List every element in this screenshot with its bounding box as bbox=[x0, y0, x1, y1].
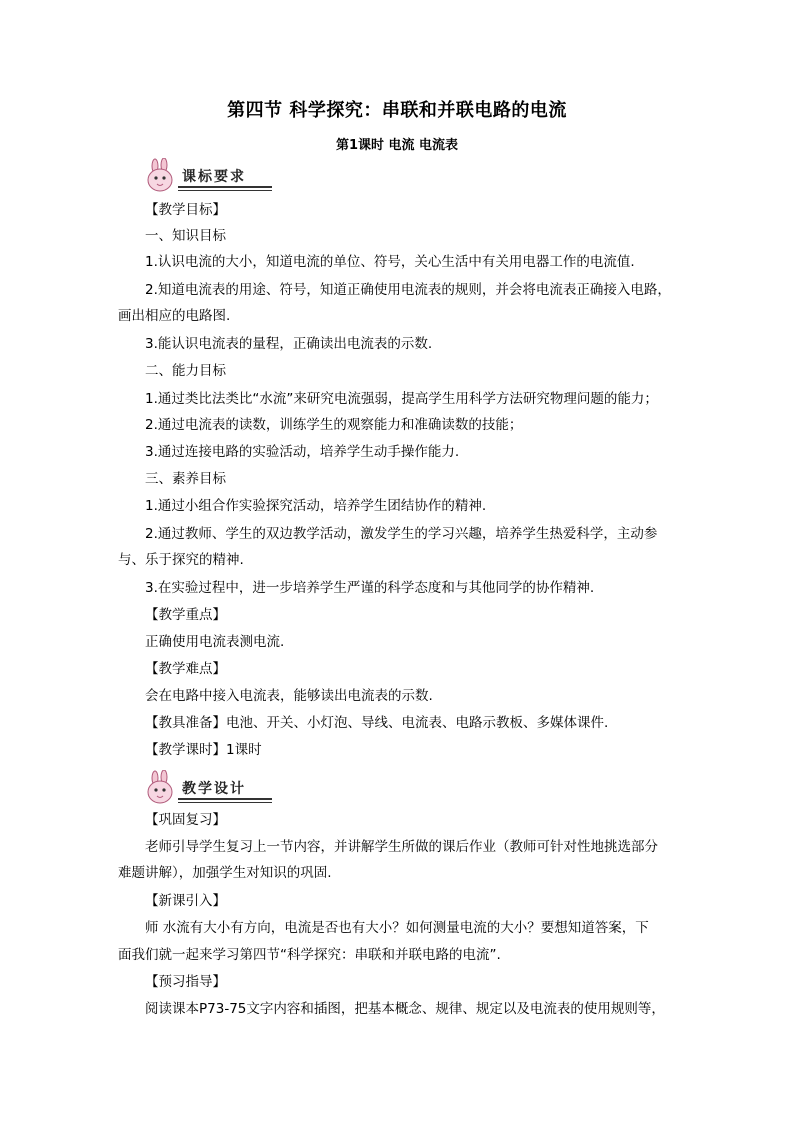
banner-underline-thin bbox=[178, 190, 272, 191]
paragraph-class-hours: 【教学课时】1课时 bbox=[145, 742, 262, 758]
heading-teaching-goals: 【教学目标】 bbox=[145, 202, 226, 218]
paragraph-line: 1.通过小组合作实验探究活动，培养学生团结协作的精神. bbox=[145, 498, 487, 514]
section-banner-standards bbox=[142, 158, 272, 194]
paragraph-line: 2.通过电流表的读数，训练学生的观察能力和准确读数的技能； bbox=[145, 417, 523, 433]
paragraph-line: 1.通过类比法类比“水流”来研究电流强弱，提高学生用科学方法研究物理问题的能力； bbox=[145, 391, 658, 407]
heading-review: 【巩固复习】 bbox=[145, 812, 226, 828]
rabbit-mascot-icon bbox=[142, 158, 186, 194]
paragraph-line: 3.在实验过程中，进一步培养学生严谨的科学态度和与其他同学的协作精神. bbox=[145, 580, 595, 596]
heading-knowledge-goals: 一、知识目标 bbox=[145, 228, 226, 244]
paragraph-line: 师 水流有大小有方向，电流是否也有大小？如何测量电流的大小？要想知道答案，下 bbox=[145, 920, 649, 936]
paragraph-materials: 【教具准备】电池、开关、小灯泡、导线、电流表、电路示教板、多媒体课件. bbox=[145, 715, 609, 731]
paragraph-line: 3.通过连接电路的实验活动，培养学生动手操作能力. bbox=[145, 444, 460, 460]
banner-label: 课标要求 bbox=[182, 169, 246, 185]
paragraph-line: 与、乐于探究的精神. bbox=[118, 552, 244, 568]
banner-underline-thin bbox=[178, 802, 272, 803]
banner-underline bbox=[178, 798, 272, 800]
paragraph-line: 2.知道电流表的用途、符号，知道正确使用电流表的规则，并会将电流表正确接入电路， bbox=[145, 282, 671, 298]
page-subtitle: 第1课时 电流 电流表 bbox=[335, 138, 459, 153]
banner-label: 教学设计 bbox=[182, 781, 246, 797]
page-title: 第四节 科学探究：串联和并联电路的电流 bbox=[227, 100, 567, 121]
paragraph-line: 阅读课本P73-75文字内容和插图，把基本概念、规律、规定以及电流表的使用规则等， bbox=[145, 1001, 665, 1017]
paragraph-line: 会在电路中接入电流表，能够读出电流表的示数. bbox=[145, 688, 433, 704]
paragraph-line: 2.通过教师、学生的双边教学活动，激发学生的学习兴趣，培养学生热爱科学，主动参 bbox=[145, 526, 658, 542]
paragraph-line: 画出相应的电路图. bbox=[118, 308, 231, 324]
section-banner-design bbox=[142, 770, 272, 806]
banner-underline bbox=[178, 186, 272, 188]
heading-key-points: 【教学重点】 bbox=[145, 607, 226, 623]
heading-preview-guide: 【预习指导】 bbox=[145, 974, 226, 990]
heading-new-lesson: 【新课引入】 bbox=[145, 893, 226, 909]
paragraph-line: 1.认识电流的大小，知道电流的单位、符号，关心生活中有关用电器工作的电流值. bbox=[145, 254, 635, 270]
paragraph-line: 老师引导学生复习上一节内容，并讲解学生所做的课后作业（教师可针对性地挑选部分 bbox=[145, 839, 658, 855]
heading-ability-goals: 二、能力目标 bbox=[145, 363, 226, 379]
paragraph-line: 难题讲解），加强学生对知识的巩固. bbox=[118, 865, 332, 881]
heading-literacy-goals: 三、素养目标 bbox=[145, 471, 226, 487]
rabbit-mascot-icon bbox=[142, 770, 186, 806]
paragraph-line: 面我们就一起来学习第四节“科学探究：串联和并联电路的电流”. bbox=[118, 947, 501, 963]
paragraph-line: 3.能认识电流表的量程，正确读出电流表的示数. bbox=[145, 336, 433, 352]
paragraph-line: 正确使用电流表测电流. bbox=[145, 634, 285, 650]
heading-difficulties: 【教学难点】 bbox=[145, 661, 226, 677]
